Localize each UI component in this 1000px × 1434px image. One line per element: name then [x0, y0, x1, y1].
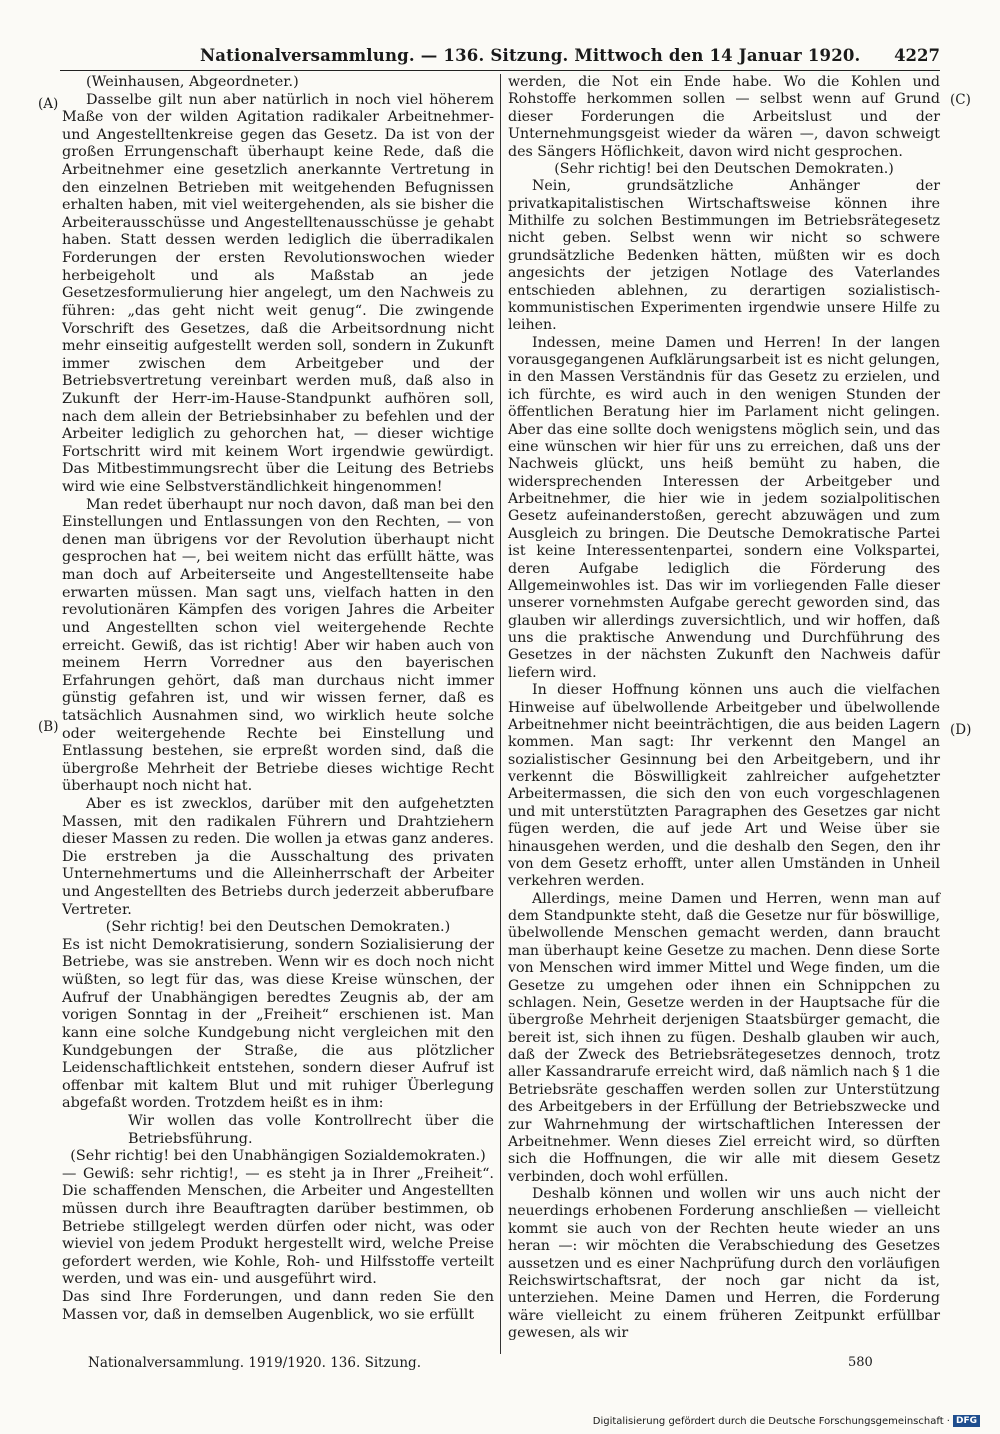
interjection: (Sehr richtig! bei den Unabhängigen Sozialdemokraten.)	[70, 1148, 486, 1165]
paragraph: — Gewiß: sehr richtig!, — es steht ja in Ihrer „Freiheit“. Die schaffenden Menschen, die Arbeiter und Angestellten müssen durch ihre Beauftragten darüber bestimmen, ob Betriebe stillgelegt werden dürfen oder nicht, was oder wieviel von jedem Produkt hergestellt wird, welche Preise gefordert werden, wie Kohle, Roh- und Hilfsstoffe verteilt werden, und was ein- und ausgeführt wird.	[62, 1165, 494, 1288]
paragraph: Das sind Ihre Forderungen, und dann reden Sie den Massen vor, daß in demselben Augenblick, wo sie erfüllt	[62, 1289, 494, 1323]
paragraph: Indessen, meine Damen und Herren! In der langen vorausgegangenen Aufklärungsarbeit ist es nicht gelungen, in den Massen Verständnis für das Gesetz zu erzielen, und ich fürchte, es wird auch in den wenigen Stunden der öffentlichen Beratung hier im Parlament nicht gelingen. Aber das eine sollte doch wenigstens möglich sein, und das eine wünschen wir hier für uns zu erreichen, daß uns der Nachweis glückt, uns heiß bemüht zu haben, die widersprechenden Interessen der Arbeitgeber und Arbeitnehmer, die hier wie in jedem sozialpolitischen Gesetz aufeinanderstoßen, gerecht abzuwägen und zum Ausgleich zu bringen. Die Deutsche Demokratische Partei ist keine Interessentenpartei, sondern eine Volkspartei, deren Aufgabe lediglich die Förderung des Allgemeinwohles ist. Das wir im vorliegenden Falle dieser unserer vornehmsten Aufgabe gerecht geworden sind, das glauben wir allerdings zuversichtlich, und wir hoffen, daß uns die praktische Anwendung und Durchführung des Gesetzes in der nächsten Zukunft den Nachweis dafür liefern wird.	[508, 334, 940, 681]
paragraph: In dieser Hoffnung können uns auch die vielfachen Hinweise auf übelwollende Arbeitgeber und übelwollende Arbeitnehmer nicht beeinträchtigen, die aus beiden Lagern kommen. Man sagt: Ihr verkennt den Mangel an sozialistischer Gesinnung bei den Arbeitgebern, und ihr verkennt die Böswilligkeit zahlreicher aufgehetzter Arbeitermassen, die sich den von euch vorgeschlagenen und mit unterstützten Paragraphen des Gesetzes gar nicht fügen werden, die auf jede Art und Weise über sie hinausgehen werden, und die deshalb den Segen, den ihr von dem Gesetz erhofft, unter allen Umständen in Unheil verkehren werden.	[508, 682, 940, 890]
page-number: 4227	[894, 46, 940, 65]
digitization-credit	[593, 1415, 980, 1427]
credit-text: Digitalisierung gefördert durch die Deutsche Forschungsgemeinschaft ·	[592, 1415, 950, 1427]
paragraph: Nein, grundsätzliche Anhänger der privatkapitalistischen Wirtschaftsweise können ihre Mithilfe zu solchen Bestimmungen im Betriebsrätegesetz nicht geben. Selbst wenn wir nicht so schwere grundsätzliche Bedenken hätten, müßten wir es doch angesichts der jetzigen Notlage des Vaterlandes entschieden ablehnen, zu derartigen sozialistisch-kommunistischen Experimenten irgendwie unsere Hilfe zu leihen.	[508, 178, 940, 334]
column-divider	[500, 74, 501, 1354]
paragraph: Dasselbe gilt nun aber natürlich in noch viel höherem Maße von der wilden Agitation radikaler Arbeitnehmer- und Angestelltenkreise gegen das Gesetz. Da ist von der großen Errungenschaft überhaupt keine Rede, daß die Arbeitnehmer eine gesetzlich anerkannte Vertretung in den einzelnen Betrieben mit weitgehenden Befugnissen erhalten haben, mit viel weitergehenden, als sie bisher die Arbeiterausschüsse und Angestelltenausschüsse je gehabt haben. Statt dessen werden lediglich die überradikalen Forderungen der ersten Revolutionswochen wieder herbeigeholt und als Maßstab an jede Gesetzesformulierung hier angelegt, um den Nachweis zu führen: „das geht nicht weit genug“. Die zwingende Vorschrift des Gesetzes, daß die Arbeitsordnung nicht mehr einseitig aufgestellt werden soll, sondern in Zukunft immer zwischen dem Arbeitgeber und der Betriebsvertretung vereinbart werden muß, daß also in Zukunft der Herr-im-Hause-Standpunkt aufhören soll, nach dem allein der Betriebsinhaber zu befehlen und der Arbeiter lediglich zu gehorchen hat, — dieser wichtige Fortschritt wird mit keinem Wort irgendwie gewürdigt. Das Mitbestimmungsrecht über die Leitung des Betriebs wird wie eine Selbstverständlichkeit hingenommen!	[62, 91, 494, 496]
paragraph: Deshalb können und wollen wir uns auch nicht der neuerdings erhobenen Forderung anschließen — vielleicht kommt sie auch von der Rechten heute wieder an uns heran —: wir möchten die Verabschiedung des Gesetzes aussetzen und es einer Nachprüfung durch den vorläufigen Reichswirtschaftsrat, der noch gar nicht da ist, unterziehen. Meine Damen und Herren, die Forderung wäre vielleicht zu einem früheren Zeitpunkt erfüllbar gewesen, als wir	[508, 1186, 940, 1341]
paragraph: Allerdings, meine Damen und Herren, wenn man auf dem Standpunkte steht, daß die Gesetze nur für böswillige, übelwollende Menschen gemacht werden, dann braucht man überhaupt keine Gesetze zu machen. Denn diese Sorte von Menschen wird immer Mittel und Wege finden, um die Gesetze zu umgehen oder ihnen ein Schnippchen zu schlagen. Nein, Gesetze werden in der Hauptsache für die übergroße Mehrheit derjenigen Staatsbürger gemacht, die bereit ist, sich ihnen zu fügen. Deshalb glauben wir auch, daß der Zweck des Betriebsrätegesetzes dennoch, trotz aller Kassandrarufe erreicht wird, daß nämlich nach § 1 die Betriebsräte geschaffen werden sollen zur Unterstützung des Arbeitgebers in der Erfüllung der Betriebszwecke und zur Wahrnehmung der wirtschaftlichen Interessen der Arbeitnehmer. Wenn dieses Ziel erreicht wird, so dürften sich die Hoffnungen, die wir alle mit diesem Gesetz verbinden, doch wohl erfüllen.	[508, 890, 940, 1185]
paragraph: Aber es ist zwecklos, darüber mit den aufgehetzten Massen, mit den radikalen Führern und Drahtziehern dieser Massen zu reden. Die wollen ja etwas ganz anderes. Die erstreben ja die Ausschaltung des privaten Unternehmertums und die Alleinherrschaft der Arbeiter und Angestellten des Betriebs durch jederzeit abberufbare Vertreter.	[62, 795, 494, 918]
page-header	[60, 44, 940, 71]
sheet-number: 580	[848, 1355, 873, 1370]
right-column	[508, 74, 940, 1342]
margin-letter-c: (C)	[950, 92, 971, 108]
dfg-logo: DFG	[953, 1415, 980, 1427]
paragraph: Es ist nicht Demokratisierung, sondern Sozialisierung der Betriebe, was sie anstreben. Wenn wir es doch noch nicht wüßten, so legt für das, was diese Kreise wünschen, der Aufruf der Unabhängigen beredtes Zeugnis ab, der am vorigen Sonntag in der „Freiheit“ erschienen ist. Man kann eine solche Kundgebung nicht vergleichen mit den Kundgebungen der Straße, die aus plötzlicher Leidenschaftlichkeit entstehen, sondern dieser Aufruf ist offenbar mit kaltem Blut und mit ruhiger Überlegung abgefaßt worden. Trotzdem heißt es in ihm:	[62, 936, 494, 1112]
interjection: (Sehr richtig! bei den Deutschen Demokraten.)	[554, 160, 894, 177]
paragraph: werden, die Not ein Ende habe. Wo die Kohlen und Rohstoffe herkommen sollen — selbst wenn auf Grund dieser Forderungen die Arbeitslust und der Unternehmungsgeist wieder da wären —, davon schweigt des Sängers Höflichkeit, davon wird nicht gesprochen.	[508, 74, 940, 160]
quotation: Wir wollen das volle Kontrollrecht über die Betriebsführung.	[128, 1112, 494, 1147]
running-title: Nationalversammlung. — 136. Sitzung. Mittwoch den 14 Januar 1920.	[200, 46, 861, 65]
margin-letter-d: (D)	[950, 722, 972, 738]
speaker-line: (Weinhausen, Abgeordneter.)	[86, 74, 299, 90]
margin-letter-b: (B)	[38, 719, 59, 735]
paragraph: Man redet überhaupt nur noch davon, daß man bei den Einstellungen und Entlassungen von den Rechten, — von denen man übrigens vor der Revolution überhaupt nicht gesprochen hat —, bei weitem nicht das erfüllt hätte, was man doch auf Arbeiterseite und Angestelltenseite habe erwarten müssen. Man sagt uns, vielfach hatten in den revolutionären Kämpfen des vorigen Jahres die Arbeiter und Angestellten schon viel weitergehende Rechte erreicht. Gewiß, das ist richtig! Aber wir haben auch von meinem Herrn Vorredner aus den bayerischen Erfahrungen gehört, daß man durchaus nicht immer günstig gefahren ist, und wir wissen ferner, daß es tatsächlich Ausnahmen sind, wo wirklich heute solche oder weitergehende Rechte bei Einstellung und Entlassung bestehen, sie erpreßt worden sind, daß die übergroße Mehrheit der Betriebe dieses wichtige Recht überhaupt noch nicht hat.	[62, 496, 494, 795]
left-column	[62, 74, 494, 1324]
margin-letter-a: (A)	[38, 96, 59, 112]
interjection: (Sehr richtig! bei den Deutschen Demokraten.)	[105, 919, 451, 936]
page-footer: Nationalversammlung. 1919/1920. 136. Sitzung.	[88, 1355, 421, 1371]
